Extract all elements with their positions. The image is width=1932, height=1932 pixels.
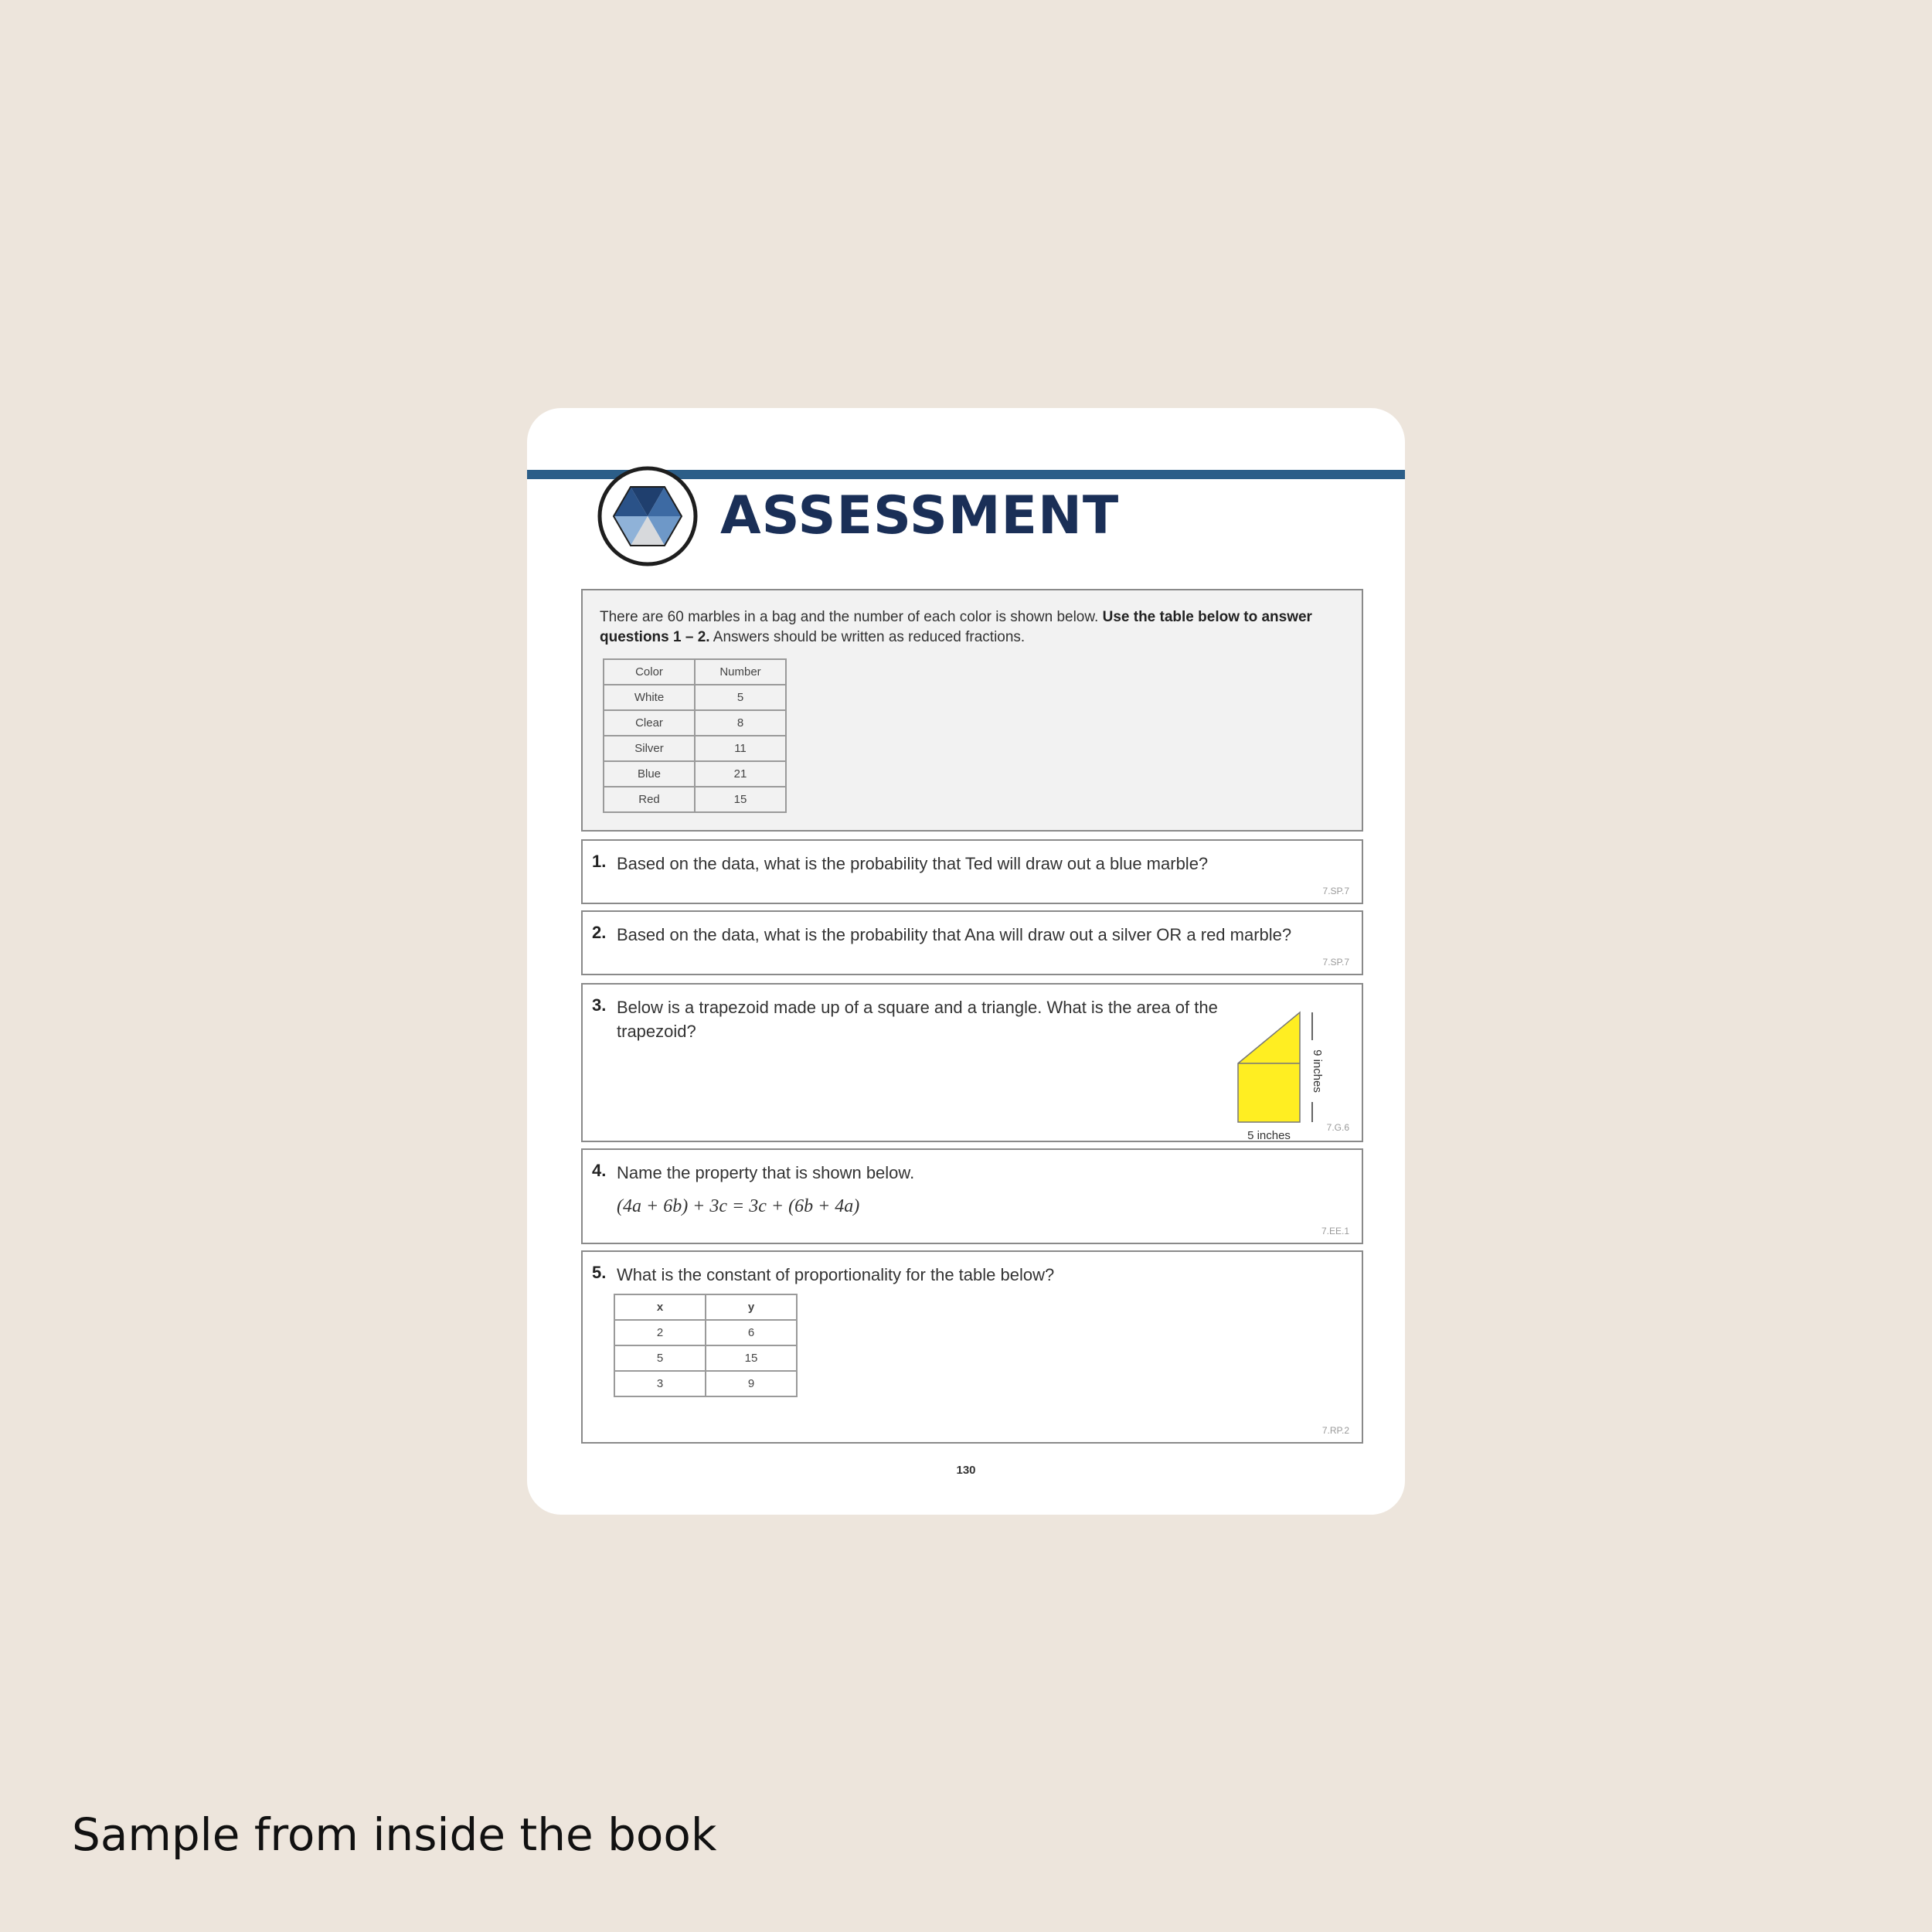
table-cell: Silver (604, 736, 695, 761)
height-label: 9 inches (1311, 1049, 1324, 1093)
question-number: 5. (592, 1263, 607, 1282)
table-row (604, 787, 786, 812)
question-4 (581, 1148, 1363, 1244)
table-cell: 21 (695, 761, 786, 787)
intro-bold: Use the table below to answer questions 1 – 2. (600, 609, 1312, 645)
marble-table (603, 658, 787, 813)
question-2 (581, 910, 1363, 975)
table-row (614, 1345, 797, 1371)
xy-table (614, 1294, 798, 1397)
question-number: 4. (592, 1161, 607, 1180)
table-cell: White (604, 685, 695, 710)
table-header-cell: x (614, 1294, 706, 1320)
table-row (614, 1320, 797, 1345)
width-label: 5 inches (1247, 1129, 1291, 1142)
standard-code: 7.EE.1 (1321, 1226, 1349, 1236)
table-row (604, 710, 786, 736)
table-cell: 2 (614, 1320, 706, 1345)
table-header-row (604, 659, 786, 685)
question-number: 3. (592, 995, 607, 1015)
intro-tail: Answers should be written as reduced fractions. (709, 629, 1026, 645)
page-title: ASSESSMENT (720, 485, 1120, 546)
standard-code: 7.G.6 (1326, 1122, 1349, 1133)
question-number: 2. (592, 923, 607, 942)
hexagon-logo-icon (597, 465, 699, 567)
question-number: 1. (592, 852, 607, 871)
table-cell: 15 (695, 787, 786, 812)
standard-code: 7.RP.2 (1321, 1425, 1349, 1436)
question-text: Based on the data, what is the probability that Ana will draw out a silver OR a red marble? (617, 925, 1292, 944)
table-cell: 11 (695, 736, 786, 761)
table-cell: 9 (706, 1371, 797, 1396)
question-text: Below is a trapezoid made up of a square and a triangle. What is the area of the trapezoid? (617, 998, 1218, 1041)
table-cell: 15 (706, 1345, 797, 1371)
table-header-cell: Color (604, 659, 695, 685)
table-cell: 5 (614, 1345, 706, 1371)
table-header-cell: y (706, 1294, 797, 1320)
trapezoid-shape (1238, 1012, 1300, 1122)
table-header-row (614, 1294, 797, 1320)
table-cell: Red (604, 787, 695, 812)
question-text: Name the property that is shown below. (617, 1163, 915, 1182)
question-text: What is the constant of proportionality for the table below? (617, 1265, 1055, 1284)
intro-section (581, 589, 1363, 832)
standard-code: 7.SP.7 (1322, 957, 1349, 968)
table-row (604, 761, 786, 787)
table-row (604, 685, 786, 710)
sample-caption: Sample from inside the book (72, 1808, 717, 1861)
intro-plain: There are 60 marbles in a bag and the number of each color is shown below. (600, 609, 1103, 625)
table-cell: 5 (695, 685, 786, 710)
table-cell: Blue (604, 761, 695, 787)
table-cell: 6 (706, 1320, 797, 1345)
table-row (604, 736, 786, 761)
standard-code: 7.SP.7 (1322, 886, 1349, 896)
table-row (614, 1371, 797, 1396)
page-number: 130 (956, 1464, 976, 1477)
property-expression: (4a + 6b) + 3c = 3c + (6b + 4a) (617, 1196, 860, 1216)
intro-text (600, 607, 1353, 648)
question-3 (581, 983, 1363, 1142)
table-cell: Clear (604, 710, 695, 736)
table-header-cell: Number (695, 659, 786, 685)
question-text: Based on the data, what is the probability that Ted will draw out a blue marble? (617, 854, 1209, 873)
book-page-card (527, 408, 1405, 1515)
table-cell: 8 (695, 710, 786, 736)
question-5 (581, 1250, 1363, 1444)
table-cell: 3 (614, 1371, 706, 1396)
trapezoid-diagram (1232, 995, 1348, 1142)
question-1 (581, 839, 1363, 904)
